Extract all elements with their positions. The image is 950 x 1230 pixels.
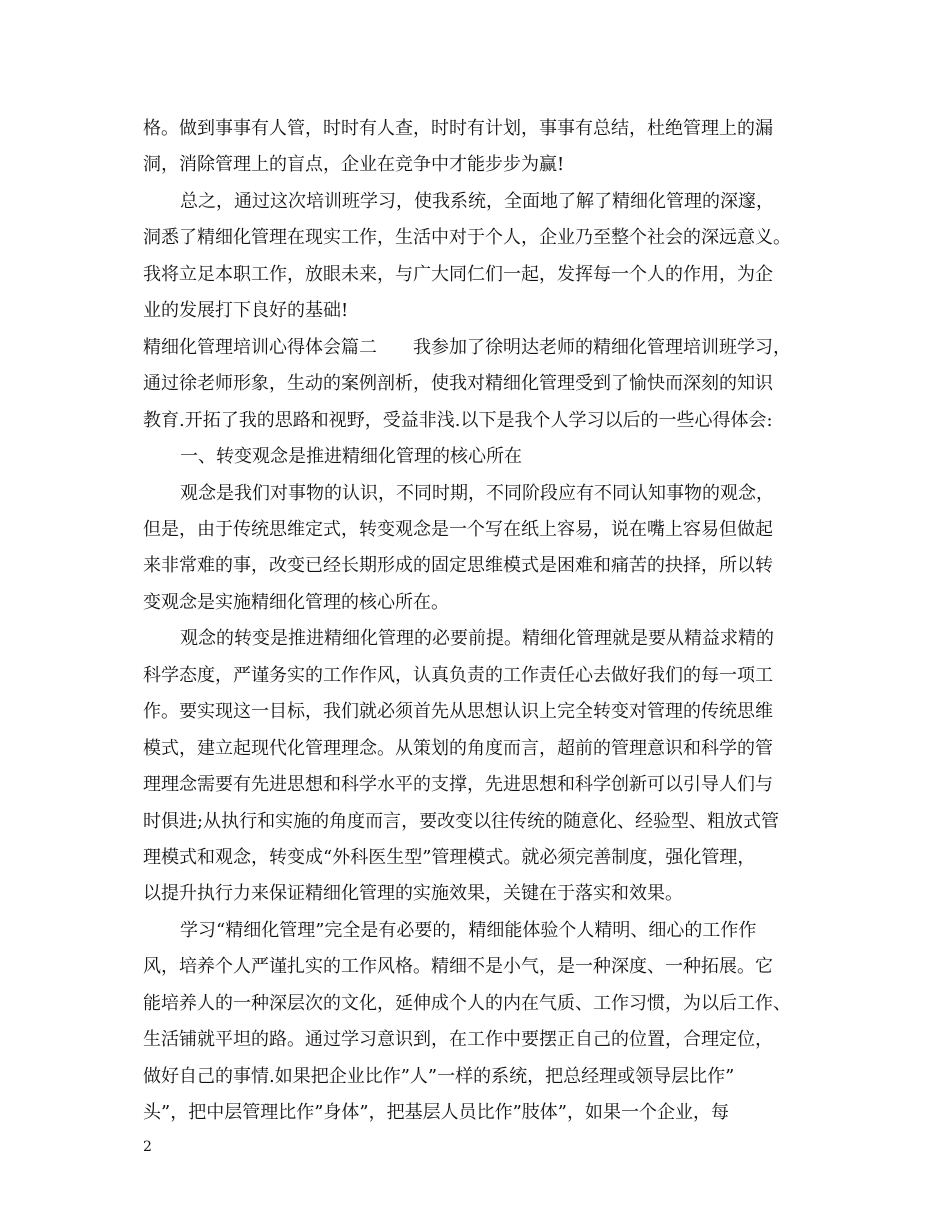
text-line: 一、转变观念是推进精细化管理的核心所在 [180, 446, 522, 467]
text-line: 做好自己的事情.如果把企业比作”人”一样的系统，把总经理或领导层比作” [143, 1066, 735, 1087]
text-line: 业的发展打下良好的基础! [143, 300, 349, 321]
text-line: 总之，通过这次培训班学习，使我系统，全面地了解了精细化管理的深邃， [180, 191, 774, 212]
text-line: 但是，由于传统思维定式，转变观念是一个写在纸上容易，说在嘴上容易但做起 [143, 519, 773, 540]
text-line: 变观念是实施精细化管理的核心所在。 [143, 592, 449, 613]
text-line: 理理念需要有先进思想和科学水平的支撑，先进思想和科学创新可以引导人们与 [143, 774, 773, 795]
text-line: 观念是我们对事物的认识，不同时期，不同阶段应有不同认知事物的观念， [180, 483, 774, 504]
text-line: 作。要实现这一目标，我们就必须首先从思想认识上完全转变对管理的传统思维 [143, 701, 773, 722]
text-line: 通过徐老师形象，生动的案例剖析，使我对精细化管理受到了愉快而深刻的知识 [143, 373, 773, 394]
text-line: 来非常难的事，改变已经长期形成的固定思维模式是困难和痛苦的抉择，所以转 [143, 555, 773, 576]
text-line: 精细化管理培训心得体会篇二 我参加了徐明达老师的精细化管理培训班学习， [143, 337, 791, 358]
text-line: 模式，建立起现代化管理理念。从策划的角度而言，超前的管理意识和科学的管 [143, 738, 773, 759]
text-line: 科学态度，严谨务实的工作作风，认真负责的工作责任心去做好我们的每一项工 [143, 665, 773, 686]
text-line: 能培养人的一种深层次的文化，延伸成个人的内在气质、工作习惯，为以后工作、 [143, 993, 791, 1014]
page-number: 2 [143, 1139, 152, 1155]
text-line: 格。做到事事有人管，时时有人查，时时有计划，事事有总结，杜绝管理上的漏 [143, 118, 773, 139]
text-line: 头”，把中层管理比作”身体”，把基层人员比作”肢体”，如果一个企业，每 [143, 1102, 730, 1123]
text-line: 洞悉了精细化管理在现实工作，生活中对于个人，企业乃至整个社会的深远意义。 [143, 227, 791, 248]
text-line: 我将立足本职工作，放眼未来，与广大同仁们一起，发挥每一个人的作用，为企 [143, 264, 773, 285]
text-line: 风，培养个人严谨扎实的工作风格。精细不是小气，是一种深度、一种拓展。它 [143, 956, 773, 977]
text-line: 教育.开拓了我的思路和视野，受益非浅.以下是我个人学习以后的一些心得体会: [143, 410, 773, 431]
text-line: 以提升执行力来保证精细化管理的实施效果，关键在于落实和效果。 [143, 883, 683, 904]
text-line: 生活铺就平坦的路。通过学习意识到，在工作中要摆正自己的位置，合理定位， [143, 1029, 773, 1050]
text-line: 观念的转变是推进精细化管理的必要前提。精细化管理就是要从精益求精的 [180, 628, 774, 649]
text-line: 学习“精细化管理”完全是有必要的，精细能体验个人精明、细心的工作作 [180, 920, 757, 941]
text-line: 洞，消除管理上的盲点，企业在竞争中才能步步为赢! [143, 154, 565, 175]
text-line: 理模式和观念，转变成“外科医生型”管理模式。就必须完善制度，强化管理， [143, 847, 756, 868]
text-line: 时俱进;从执行和实施的角度而言，要改变以往传统的随意化、经验型、粗放式管 [143, 811, 780, 832]
